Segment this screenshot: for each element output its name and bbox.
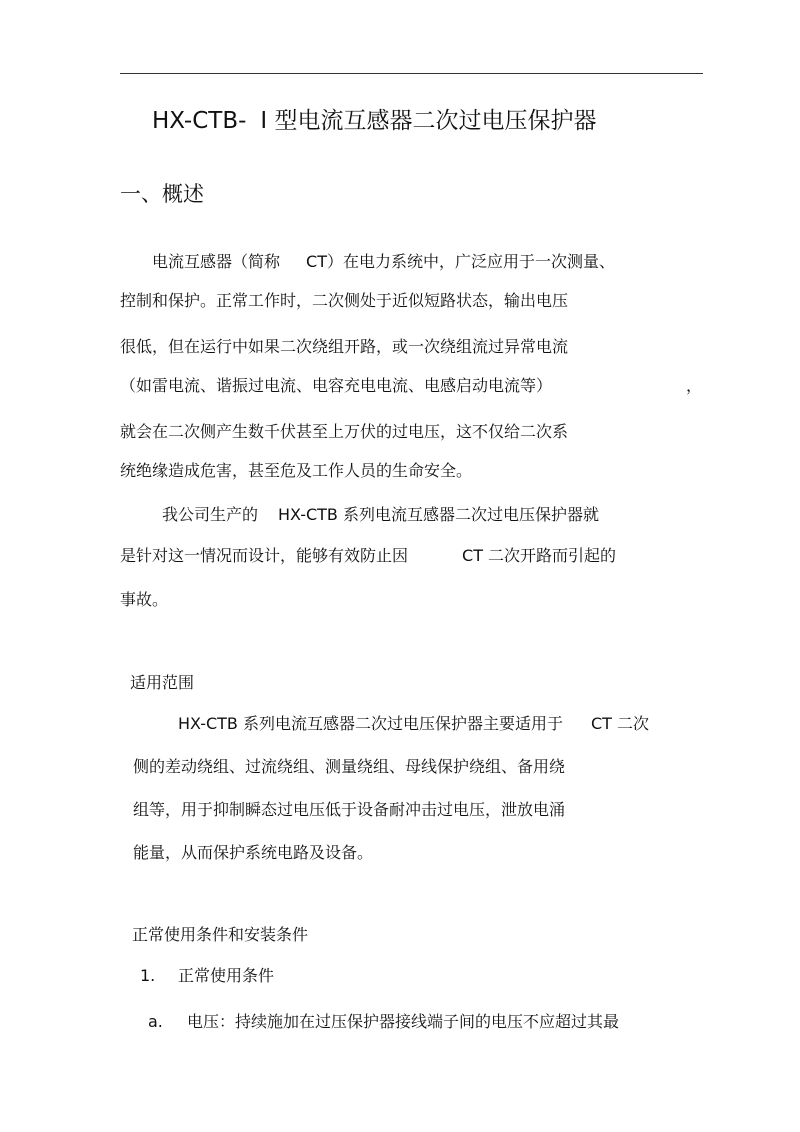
paragraph-line: 就会在二次侧产生数千伏甚至上万伏的过电压，这不仅给二次系: [120, 422, 569, 441]
paragraph-line: 我公司生产的 HX-CTB 系列电流互感器二次过电压保护器就: [162, 505, 599, 524]
paragraph-line: 是针对这一情况而设计，能够有效防止因 CT 二次开路而引起的: [120, 546, 617, 565]
list-item-letter: a.: [148, 1012, 163, 1031]
title-text: Ⅰ 型电流互感器二次过电压保护器: [260, 108, 597, 134]
list-item-label: 正常使用条件: [178, 966, 275, 985]
paragraph-comma: ，: [686, 376, 703, 395]
header-rule: [120, 73, 703, 74]
paragraph-line: 侧的差动绕组、过流绕组、测量绕组、母线保护绕组、备用绕: [133, 757, 566, 776]
section-heading-overview: 一、概述: [120, 182, 204, 206]
paragraph-line: 组等，用于抑制瞬态过电压低于设备耐冲击过电压，泄放电涌: [133, 800, 566, 819]
paragraph-line: 很低，但在运行中如果二次绕组开路，或一次绕组流过异常电流: [120, 337, 569, 356]
paragraph-line: 能量，从而保护系统电路及设备。: [133, 843, 374, 862]
list-item-number: 1.: [140, 966, 156, 985]
paragraph-line: （如雷电流、谐振过电流、电容充电电流、电感启动电流等）: [120, 376, 553, 395]
paragraph-line: 事故。: [120, 590, 169, 609]
section-heading-scope: 适用范围: [130, 673, 195, 692]
paragraph-line: 电流互感器（简称 CT）在电力系统中，广泛应用于一次测量、: [152, 252, 615, 271]
section-heading-conditions: 正常使用条件和安装条件: [132, 925, 309, 944]
page-title: [152, 106, 597, 136]
paragraph-line: HX-CTB 系列电流互感器二次过电压保护器主要适用于 CT 二次: [178, 714, 650, 733]
paragraph-line: 控制和保护。正常工作时，二次侧处于近似短路状态，输出电压: [120, 291, 569, 310]
title-model: HX-CTB-: [152, 108, 247, 134]
paragraph-line: 统绝缘造成危害，甚至危及工作人员的生命安全。: [120, 461, 473, 480]
list-item-text: 电压：持续施加在过压保护器接线端子间的电压不应超过其最: [187, 1012, 620, 1031]
